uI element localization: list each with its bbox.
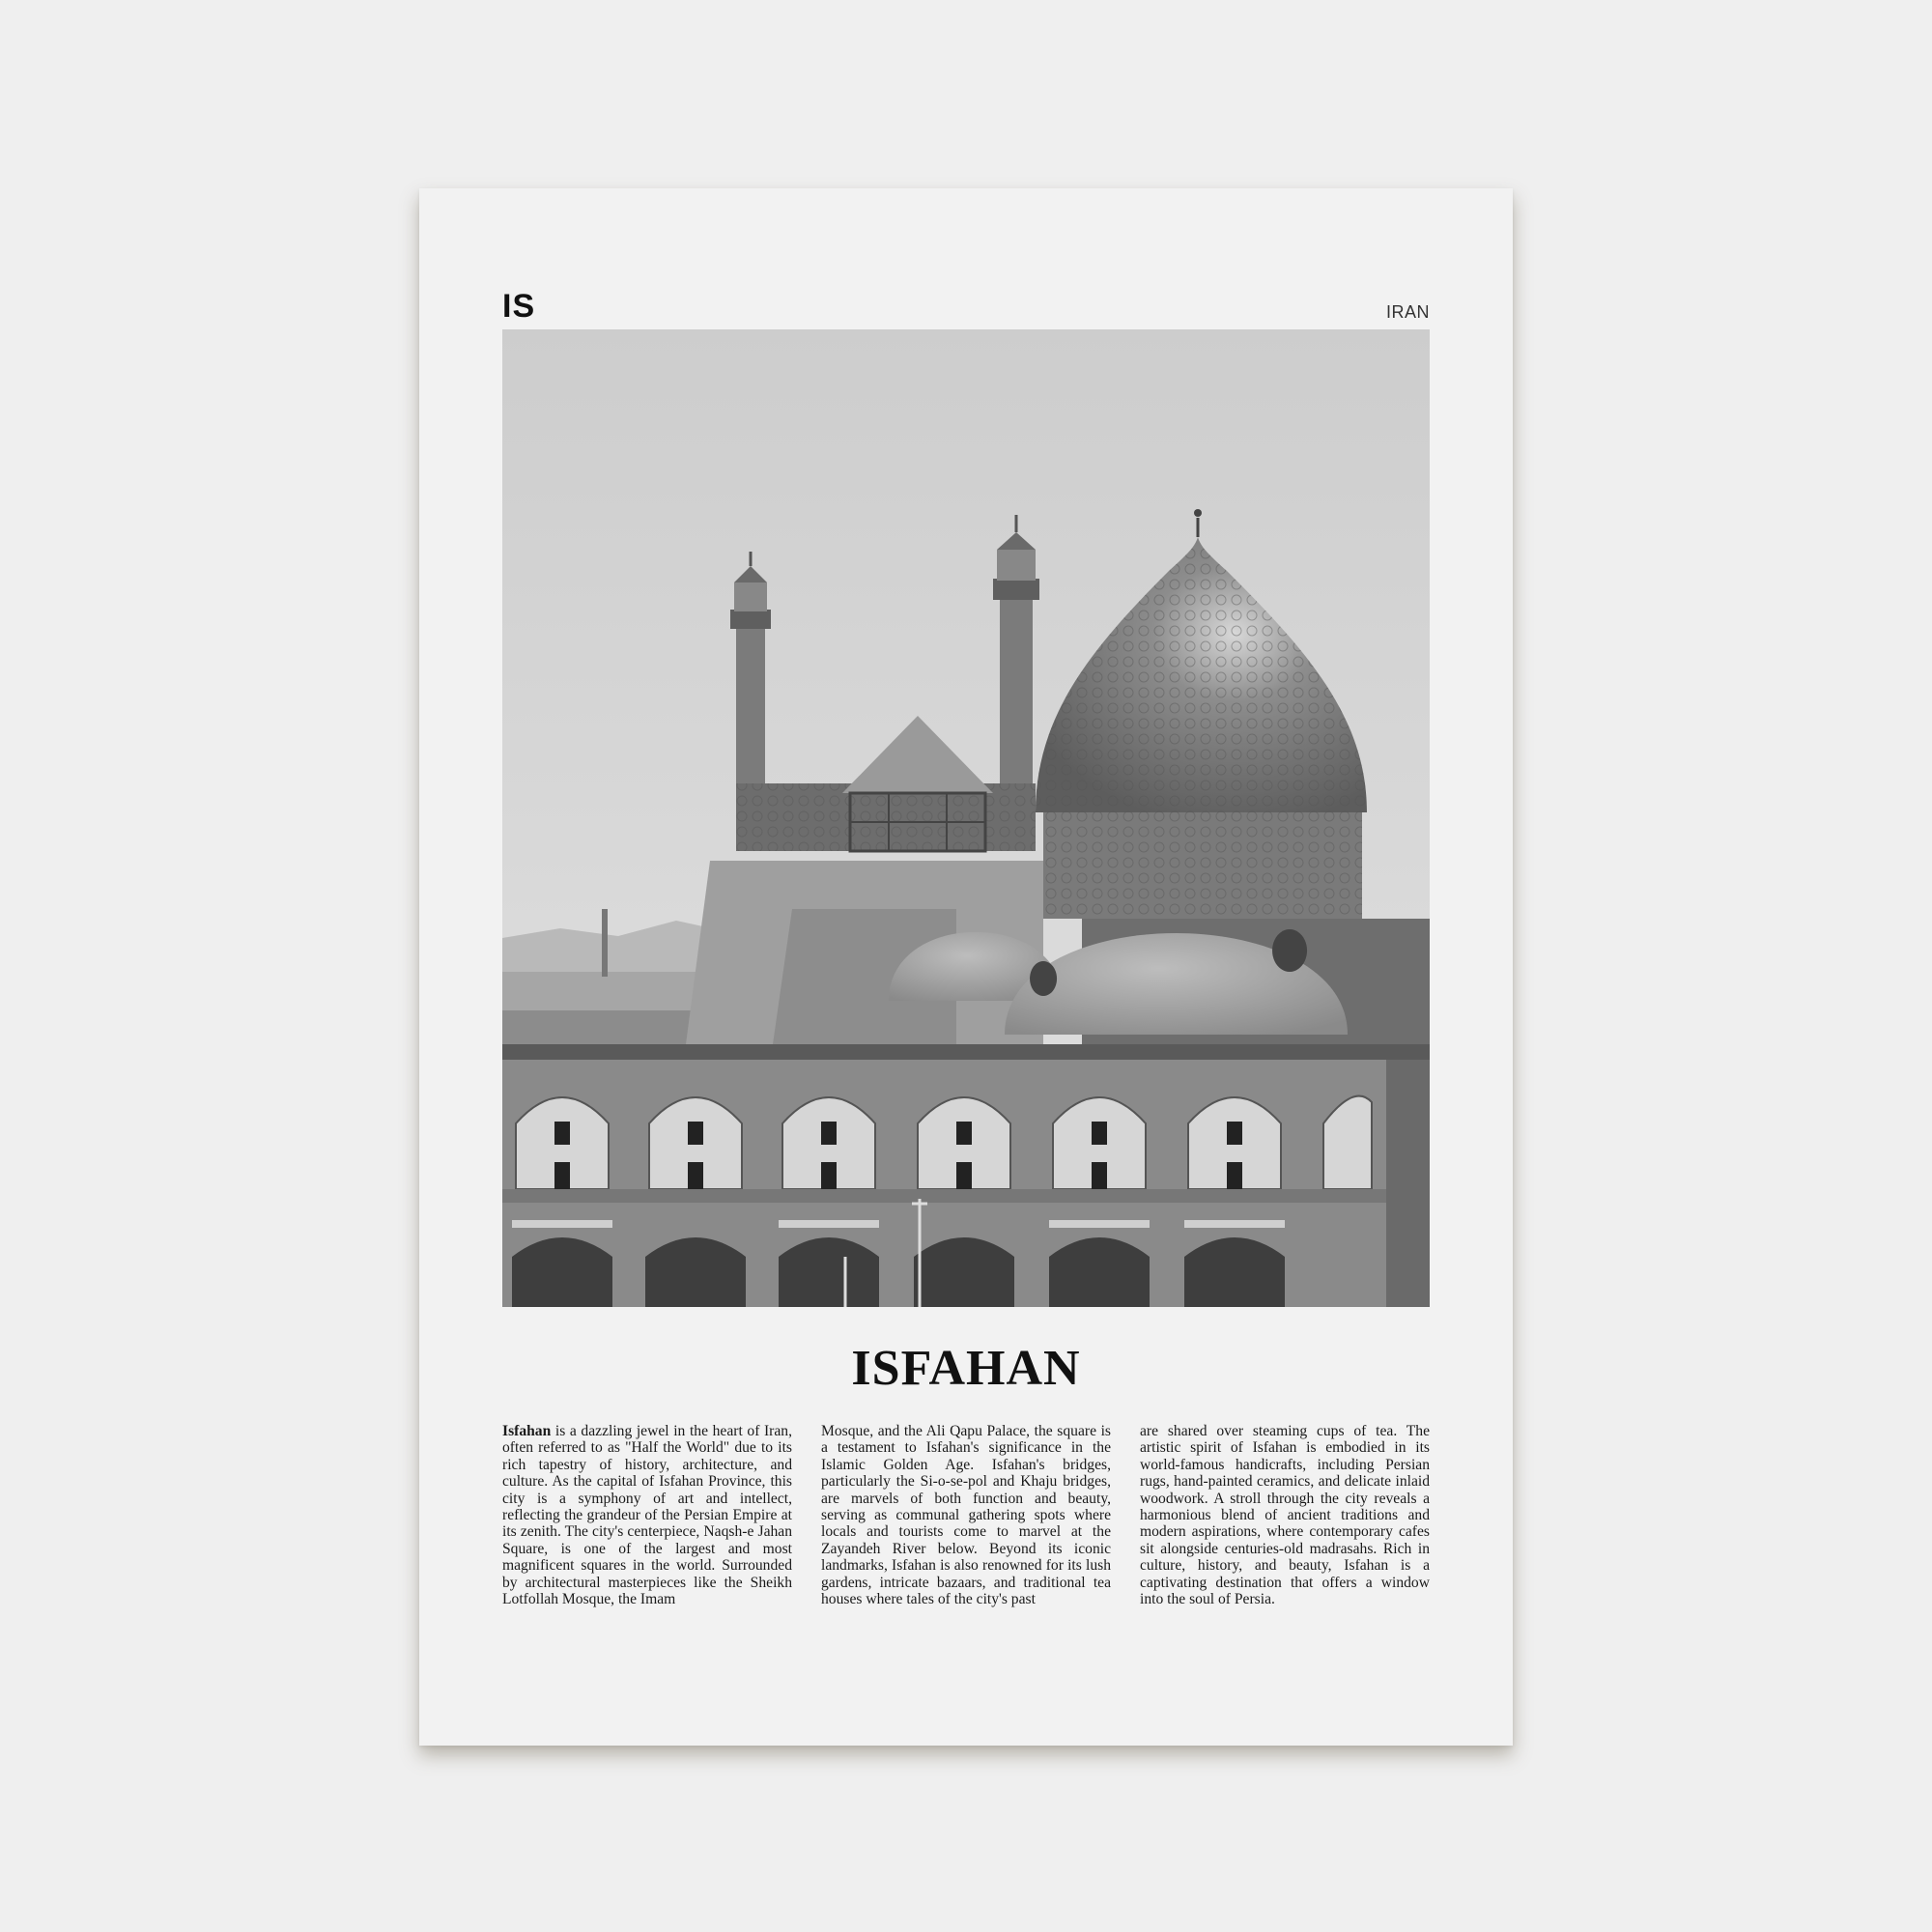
description-column-1 [502,1423,792,1641]
mosque-photo [502,329,1430,1307]
description-column-2: Mosque, and the Ali Qapu Palace, the square is a testament to Isfahan's significance in the Islamic Golden Age. Isfahan's bridges, particularly the Si-o-se-pol and Khaju bridges, are marvels of both function and beauty, serving as communal gathering spots where locals and tourists come to marvel at the Zayandeh River below. Beyond its iconic landmarks, Isfahan is also renowned for its lush gardens, intricate bazaars, and traditional tea houses where tales of the city's past [821,1423,1111,1608]
lead-word: Isfahan [502,1423,552,1439]
column-1-text: is a dazzling jewel in the heart of Iran, often referred to as "Half the World" due to its rich tapestry of history, architecture, and culture. As the capital of Isfahan Province, this city is a symphony of art and intellect, reflecting the grandeur of the Persian Empire at its zenith. The city's centerpiece, Naqsh-e Jahan Square, is one of the largest and most magnificent squares in the world. Surrounded by architectural masterpieces like the Sheikh Lotfollah Mosque, the Imam [502,1423,792,1608]
city-code: IS [502,288,536,325]
description [502,1423,1430,1641]
city-title: ISFAHAN [851,1341,1081,1396]
travel-poster [419,188,1513,1746]
country-label: IRAN [1385,302,1430,322]
description-column-3: are shared over steaming cups of tea. The artistic spirit of Isfahan is embodied in its world-famous handicrafts, including Persian rugs, hand-painted ceramics, and delicate inlaid woodwork. A stroll through the city reveals a harmonious blend of ancient traditions and modern aspirations, where contemporary cafes sit alongside centuries-old madrasahs. Rich in culture, history, and beauty, Isfahan is a captivating destination that offers a window into the soul of Persia. [1140,1423,1430,1608]
